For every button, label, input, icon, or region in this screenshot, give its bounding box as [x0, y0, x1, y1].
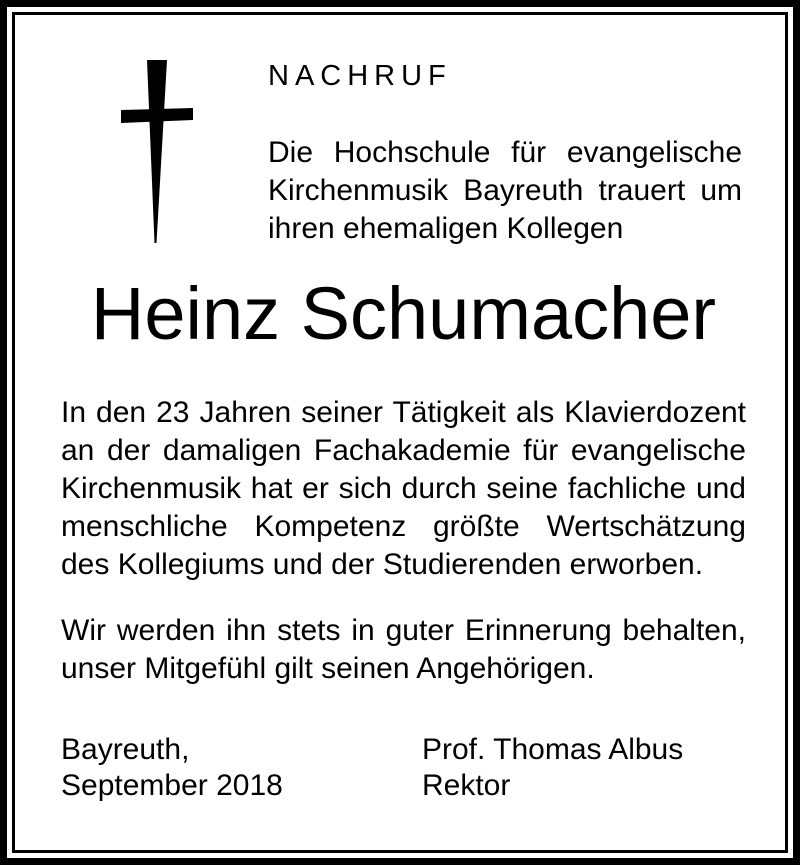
tribute-line: an der damaligen Fachakademie für evangelische: [61, 434, 746, 467]
signoff-date: September 2018: [61, 769, 283, 802]
deceased-name: Heinz Schumacher: [90, 272, 717, 355]
signer-title: Rektor: [422, 769, 511, 802]
notice-header: [61, 57, 746, 248]
closing-line: unser Mitgefühl gilt seinen Angehörigen.: [61, 652, 595, 685]
intro-line: ihren ehemaligen Kollegen: [268, 212, 624, 245]
tribute-line: Kirchenmusik hat er sich durch seine fachliche und: [61, 472, 746, 505]
header-text-block: [268, 57, 742, 248]
signoff-place: Bayreuth,: [61, 733, 190, 766]
closing-paragraph: [61, 612, 746, 688]
intro-line: Die Hochschule für evangelische: [268, 136, 742, 169]
latin-cross-icon: [121, 60, 193, 243]
tribute-line: menschliche Kompetenz größte Wertschätzung: [61, 510, 746, 543]
tribute-paragraph: [61, 394, 746, 584]
tribute-line: In den 23 Jahren seiner Tätigkeit als Klavierdozent: [61, 396, 746, 429]
signoff-block: [61, 732, 746, 804]
intro-line: Kirchenmusik Bayreuth trauert um: [268, 174, 742, 207]
signoff-place-date: [61, 732, 422, 804]
kicker-title: NACHRUF: [268, 60, 452, 92]
tribute-line: des Kollegiums und der Studierenden erworben.: [61, 548, 704, 581]
obituary-notice: [12, 12, 788, 853]
closing-line: Wir werden ihn stets in guter Erinnerung behalten,: [61, 614, 746, 647]
signoff-signer: [422, 732, 683, 804]
intro-paragraph: [268, 134, 742, 248]
signer-name: Prof. Thomas Albus: [422, 733, 684, 766]
